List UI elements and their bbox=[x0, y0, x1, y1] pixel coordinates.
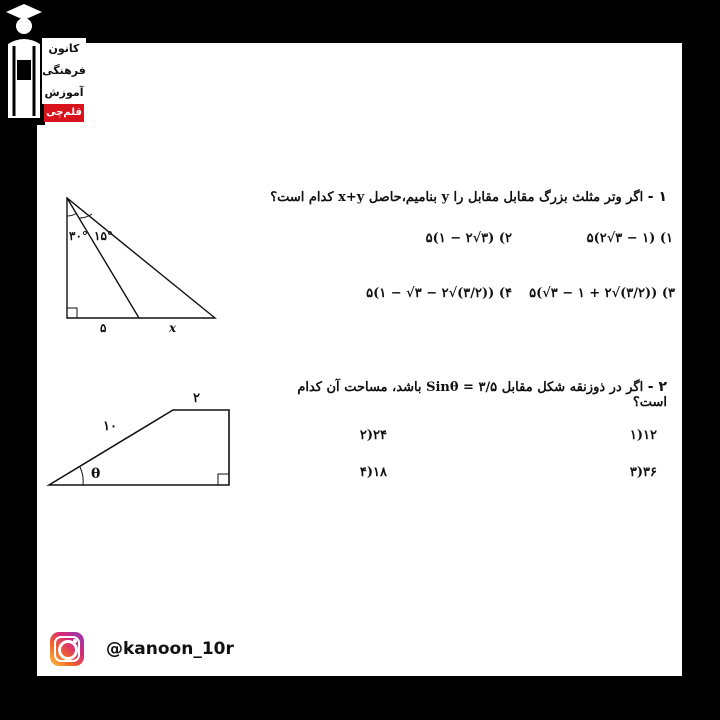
q1-option-4-label: ۴) bbox=[498, 286, 512, 301]
q2-option-2[interactable]: ۲۴(۲ bbox=[359, 428, 387, 443]
logo-line-1: کانون bbox=[48, 42, 80, 55]
q2-option-3[interactable]: ۳۶(۳ bbox=[629, 465, 657, 480]
question-1-number: ۱ - bbox=[647, 189, 667, 205]
q1-option-2-expr: ۵(۱ − ۲√۳) bbox=[425, 231, 495, 246]
q1-option-2[interactable] bbox=[392, 231, 512, 246]
graduate-silhouette-icon bbox=[0, 0, 45, 125]
top-side-label: ۲ bbox=[193, 391, 200, 406]
q1-option-1[interactable] bbox=[563, 231, 673, 246]
question-2 bbox=[262, 379, 667, 410]
angle-30-label: ۳۰° bbox=[69, 229, 88, 243]
kanoon-logo bbox=[0, 0, 90, 125]
q1-option-1-label: ۱) bbox=[659, 231, 673, 246]
base-left-label: ۵ bbox=[100, 321, 107, 335]
logo-line-2: فرهنگی bbox=[42, 64, 86, 77]
q1-option-3-label: ۳) bbox=[661, 286, 675, 301]
q1-option-1-expr: ۵(۲√۳ − ۱) bbox=[586, 231, 656, 246]
logo-line-3: آموزش bbox=[44, 86, 84, 99]
logo-brand: قلم‌چی bbox=[44, 104, 84, 122]
triangle-figure bbox=[52, 188, 222, 338]
instagram-handle[interactable]: @kanoon_10r bbox=[106, 639, 234, 659]
trapezoid-figure bbox=[45, 378, 245, 493]
question-1 bbox=[257, 189, 667, 205]
theta-label: θ bbox=[91, 466, 101, 482]
q2-option-4[interactable]: ۱۸(۴ bbox=[359, 465, 387, 480]
angle-15-label: ۱۵° bbox=[94, 229, 113, 243]
q1-option-3-expr: ۵(√۳ − ۱ + ۲√(۳/۲)) bbox=[529, 286, 658, 301]
q2-option-1[interactable]: ۱۲(۱ bbox=[629, 428, 657, 443]
logo-text bbox=[42, 38, 86, 104]
q1-option-2-label: ۲) bbox=[498, 231, 512, 246]
question-2-text: اگر در ذوزنقه شکل مقابل Sinθ = ۳/۵ باشد، مساحت آن کدام است؟ bbox=[297, 380, 667, 410]
worksheet-page bbox=[37, 43, 682, 676]
question-1-text: اگر وتر مثلث بزرگ مقابل مقابل را y بنامیم،حاصل x+y کدام است؟ bbox=[270, 190, 644, 205]
base-right-label: x bbox=[169, 321, 177, 335]
footer bbox=[50, 632, 234, 666]
q1-option-3[interactable] bbox=[515, 286, 675, 301]
q1-option-4-expr: ۵(۱ − √۳ − ۲√(۳/۲)) bbox=[366, 286, 495, 301]
q1-option-4[interactable] bbox=[337, 286, 512, 301]
question-2-number: ۲ - bbox=[647, 379, 667, 395]
instagram-icon[interactable] bbox=[50, 632, 84, 666]
slant-side-label: ۱۰ bbox=[103, 419, 117, 434]
